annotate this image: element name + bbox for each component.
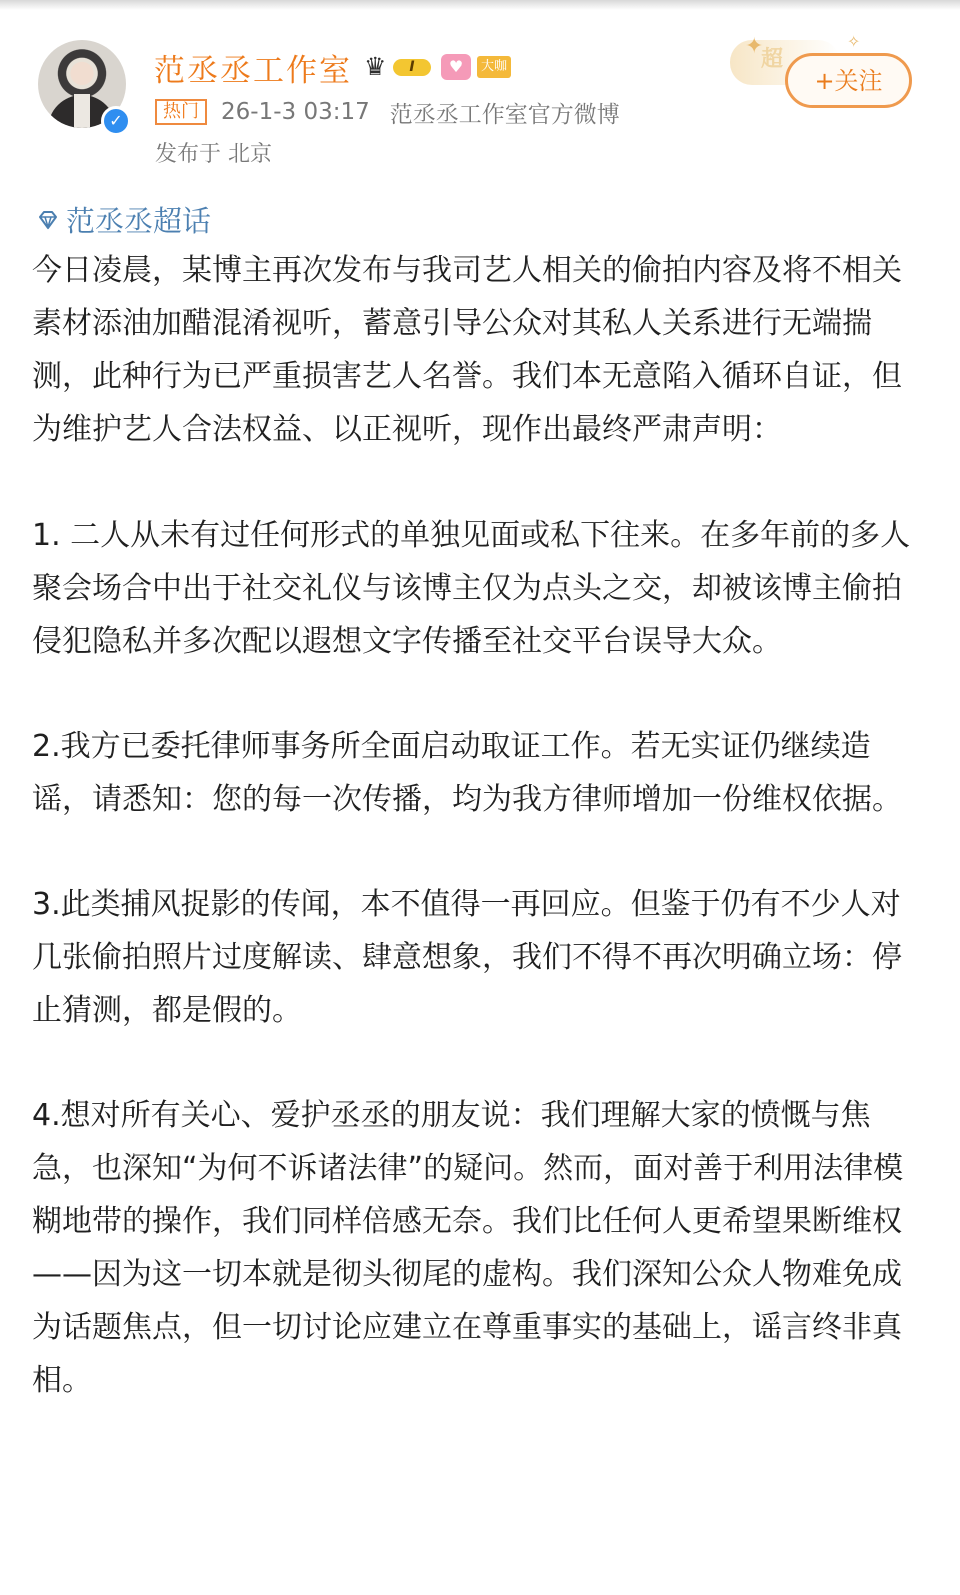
level-badge: I <box>393 59 431 76</box>
paragraph-1: 1. 二人从未有过任何形式的单独见面或私下往来。在多年前的多人聚会场合中出于社交礼仪与该博主仅为点头之交，却被该博主偷拍侵犯隐私并多次配以遐想文字传播至社交平台误导大众。 <box>32 518 911 659</box>
sparkle-icon: ✧ <box>847 32 861 51</box>
paragraph-intro: 今日凌晨，某博主再次发布与我司艺人相关的偷拍内容及将不相关素材添油加醋混淆视听，蓄意引导公众对其私人关系进行无端揣测，此种行为已严重损害艺人名誉。我们本无意陷入循环自证，但为维护艺人合法权益、以正视听，现作出最终严肃声明： <box>32 253 902 447</box>
supertopic-label: 范丞丞超话 <box>66 204 212 238</box>
fan-badge: 大咖 <box>477 56 511 78</box>
diamond-icon <box>36 208 60 232</box>
fan-club-icon: ♥ <box>441 54 471 80</box>
follow-button[interactable]: +关注 <box>785 53 912 108</box>
sparkle-icon: ✦ <box>745 34 764 59</box>
paragraph-3: 3.此类捕风捉影的传闻，本不值得一再回应。但鉴于仍有不少人对几张偷拍照片过度解读、肆意想象，我们不得不再次明确立场：停止猜测，都是假的。 <box>32 887 902 1028</box>
post-meta <box>155 96 620 128</box>
avatar-shirt <box>74 94 90 128</box>
crown-icon: ♛ <box>364 52 387 81</box>
paragraph-2: 2.我方已委托律师事务所全面启动取证工作。若无实证仍继续造谣，请悉知：您的每一次传播，均为我方律师增加一份维权依据。 <box>32 729 902 817</box>
account-name-row <box>154 47 511 87</box>
post-body <box>32 244 922 1407</box>
follow-area <box>725 30 925 118</box>
decoration-text: 超 <box>761 47 784 72</box>
hot-tag: 热门 <box>155 99 207 125</box>
crown-level-badge <box>364 53 438 81</box>
account-name[interactable]: 范丞丞工作室 <box>154 52 352 89</box>
post-location: 发布于 北京 <box>155 142 272 167</box>
verified-icon: ✓ <box>101 106 131 136</box>
top-edge <box>0 0 960 10</box>
post-timestamp: 26-1-3 03:17 <box>221 99 370 125</box>
supertopic-link[interactable] <box>36 199 211 240</box>
paragraph-4: 4.想对所有关心、爱护丞丞的朋友说：我们理解大家的愤慨与焦急，也深知“为何不诉诸法律”的疑问。然而，面对善于利用法律模糊地带的操作，我们同样倍感无奈。我们比任何人更希望果断维权——因为这一切本就是彻头彻尾的虚构。我们深知公众人物难免成为话题焦点，但一切讨论应建立在尊重事实的基础上，谣言终非真相。 <box>32 1098 904 1398</box>
post-source: 范丞丞工作室官方微博 <box>389 101 620 128</box>
